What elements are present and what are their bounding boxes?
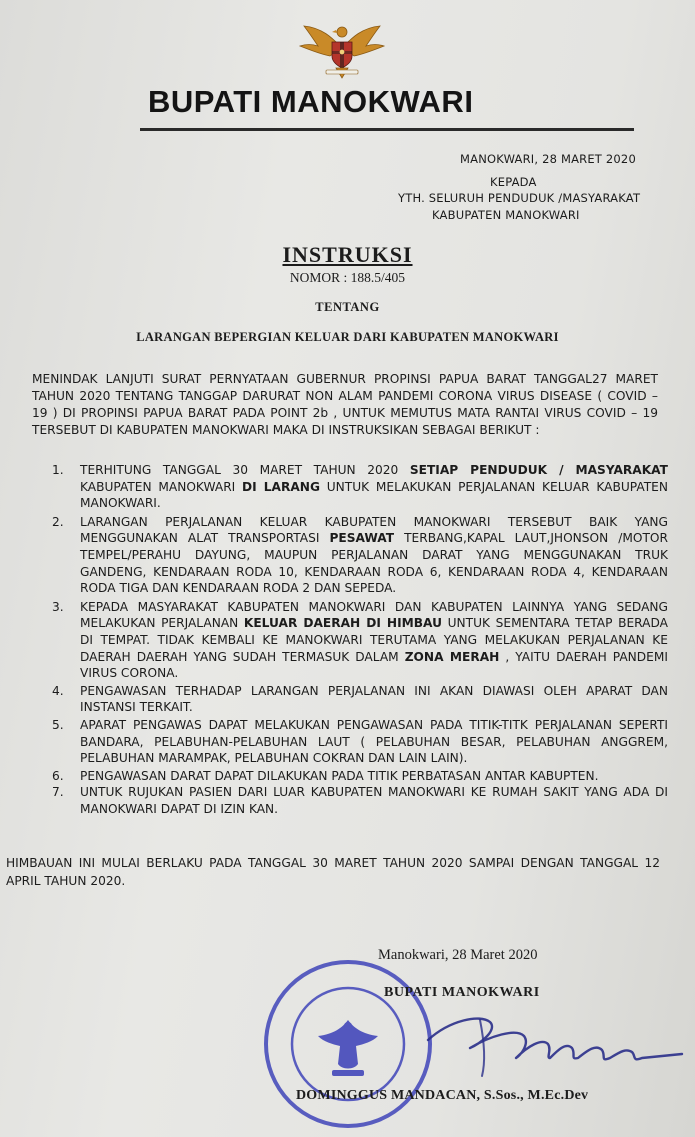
- instruction-item: [32, 514, 668, 597]
- instruction-number: 4.: [52, 683, 64, 698]
- page-heading: BUPATI MANOKWARI: [148, 84, 474, 119]
- instruction-emphasis: ZONA MERAH: [404, 649, 500, 664]
- place-date: MANOKWARI, 28 MARET 2020: [460, 152, 636, 166]
- instruction-fragment: UNTUK SEMENTARA TETAP BERADA DI TEMPAT. TIDAK KEMBALI KE MANOKWARI TERUTAMA YANG MELAKUKAN PERJALANAN KE DAERAH DAERAH YANG SUDAH TERMASUK DALAM: [80, 616, 668, 664]
- himbauan-paragraph: HIMBAUAN INI MULAI BERLAKU PADA TANGGAL 30 MARET TAHUN 2020 SAMPAI DENGAN TANGGAL 12 APRIL TAHUN 2020.: [6, 856, 660, 888]
- instruction-fragment: LARANGAN PERJALANAN KELUAR KABUPATEN MANOKWARI TERSEBUT BAIK YANG MENGGUNAKAN ALAT TRANSPORTASI: [80, 514, 668, 546]
- signature-place-date: Manokwari, 28 Maret 2020: [378, 947, 538, 963]
- instruction-fragment: TERHITUNG TANGGAL 30 MARET TAHUN 2020: [80, 463, 410, 477]
- instruction-item: [32, 599, 668, 682]
- instruction-text: [80, 784, 668, 817]
- instruction-fragment: UNTUK MELAKUKAN PERJALANAN KELUAR KABUPATEN MANOKWARI.: [80, 479, 668, 511]
- instruction-text: [80, 462, 668, 512]
- signatory-name: DOMINGGUS MANDACAN, S.Sos., M.Ec.Dev: [296, 1088, 589, 1103]
- instruction-fragment: APARAT PENGAWAS DAPAT MELAKUKAN PENGAWASAN PADA TITIK-TITK PERJALANAN SEPERTI BANDARA, PELABUHAN-PELABUHAN LAUT ( PELABUHAN BESAR, PELABUHAN ANGGREM, PELABUHAN MARAMPAK, PELABUHAN COKRAN DAN LAIN LAIN).: [80, 717, 668, 766]
- document-subject: LARANGAN BEPERGIAN KELUAR DARI KABUPATEN MANOKWARI: [136, 330, 559, 344]
- instruction-emphasis: DI LARANG: [242, 479, 320, 494]
- instruction-fragment: TERBANG,KAPAL LAUT,JHONSON /MOTOR TEMPEL/PERAHU DAYUNG, MAUPUN PERJALANAN DARAT YANG MENGGUNAKAN TRUK GANDENG, KENDARAAN RODA 10, KENDARAAN RODA 6, KENDARAAN RODA 4, KENDARAAN RODA TIGA DAN KENDARAAN RODA 2 DAN SEPEDA.: [80, 531, 668, 596]
- garuda-emblem-icon: [296, 18, 388, 80]
- instruction-emphasis: SETIAP PENDUDUK / MASYARAKAT: [409, 463, 668, 477]
- signature-title: BUPATI MANOKWARI: [384, 985, 540, 1000]
- instruction-text: [80, 683, 668, 716]
- instruction-text: [80, 514, 668, 597]
- instruction-number: 7.: [52, 785, 64, 800]
- instruction-emphasis: KELUAR DAERAH DI HIMBAU: [243, 616, 442, 631]
- instruction-item: [32, 683, 668, 716]
- handwritten-signature: [420, 1000, 690, 1080]
- instruction-item: [32, 768, 668, 785]
- document-number: NOMOR : 188.5/405: [289, 270, 406, 285]
- instruction-fragment: KABUPATEN MANOKWARI: [80, 479, 243, 494]
- instruction-number: 5.: [52, 717, 64, 732]
- instruction-item: [32, 784, 668, 817]
- instruction-number: 2.: [52, 514, 64, 529]
- instruction-fragment: KEPADA MASYARAKAT KABUPATEN MANOKWARI DAN KABUPATEN LAINNYA YANG SEDANG MELAKUKAN PERJALANAN: [80, 599, 668, 631]
- instruction-emphasis: PESAWAT: [329, 531, 395, 546]
- instruction-list: [32, 462, 668, 817]
- instruction-fragment: UNTUK RUJUKAN PASIEN DARI LUAR KABUPATEN MANOKWARI KE RUMAH SAKIT YANG ADA DI MANOKWARI DAPAT DI IZIN KAN.: [80, 785, 668, 816]
- official-stamp-icon: [262, 958, 434, 1130]
- instruction-number: 3.: [52, 599, 64, 614]
- instruction-item: [32, 717, 668, 767]
- instruction-fragment: PENGAWASAN TERHADAP LARANGAN PERJALANAN INI AKAN DIAWASI OLEH APARAT DAN INSTANSI TERKAIT.: [80, 683, 668, 715]
- instruction-text: [80, 717, 668, 767]
- instruction-number: 1.: [52, 463, 64, 477]
- intro-paragraph: MENINDAK LANJUTI SURAT PERNYATAAN GUBERNUR PROPINSI PAPUA BARAT TANGGAL27 MARET TAHUN 2020 TENTANG TANGGAP DARURAT NON ALAM PANDEMI CORONA VIRUS DISEASE ( COVID – 19 ) DI PROPINSI PAPUA BARAT PADA POINT 2b , UNTUK MEMUTUS MATA RANTAI VIRUS COVID – 19 TERSEBUT DI KABUPATEN MANOKWARI MAKA DI INSTRUKSIKAN SEBAGAI BERIKUT :: [32, 372, 658, 437]
- instruction-text: [80, 599, 668, 682]
- instruction-fragment: , YAITU DAERAH PANDEMI VIRUS CORONA.: [80, 649, 668, 681]
- document-title: INSTRUKSI: [282, 242, 413, 267]
- instruction-fragment: PENGAWASAN DARAT DAPAT DILAKUKAN PADA TITIK PERBATASAN ANTAR KABUPTEN.: [80, 768, 599, 783]
- kepada-label: KEPADA: [490, 175, 537, 189]
- heading-rule: [140, 128, 634, 131]
- instruction-text: [80, 768, 668, 785]
- recipient-line-1: YTH. SELURUH PENDUDUK /MASYARAKAT: [398, 191, 641, 205]
- instruction-item: [32, 462, 668, 512]
- instruction-number: 6.: [52, 768, 64, 783]
- tentang-label: TENTANG: [315, 300, 380, 314]
- recipient-line-2: KABUPATEN MANOKWARI: [432, 208, 580, 222]
